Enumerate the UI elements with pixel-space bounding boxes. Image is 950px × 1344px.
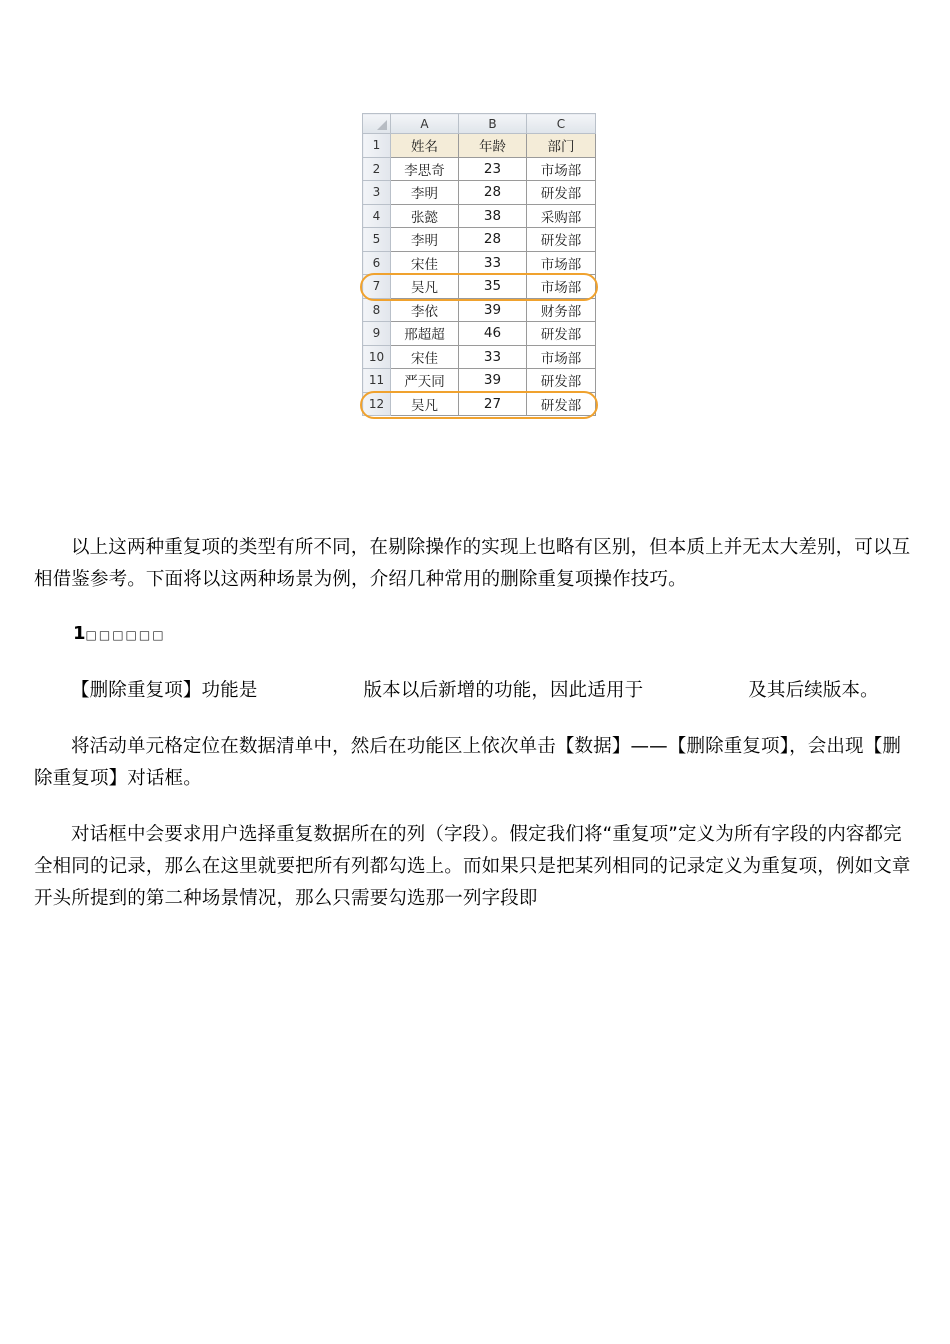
table-row [363,345,596,369]
data-cell[interactable]: 吴凡 [391,392,459,416]
spreadsheet-table [362,113,596,416]
data-cell[interactable]: 李明 [391,181,459,205]
table-row [363,204,596,228]
select-all-corner[interactable] [363,114,391,134]
row-number[interactable]: 3 [363,181,391,205]
data-cell[interactable]: 市场部 [527,157,596,181]
data-cell[interactable]: 采购部 [527,204,596,228]
data-cell[interactable]: 李依 [391,298,459,322]
data-cell[interactable]: 39 [459,298,527,322]
data-cell[interactable]: 宋佳 [391,345,459,369]
table-row [363,275,596,299]
data-cell[interactable]: 邢超超 [391,322,459,346]
spreadsheet-body [363,134,596,416]
table-row [363,298,596,322]
dialog-description-paragraph [34,819,918,915]
feature-version-text-1: 【删除重复项】功能是 [71,680,258,701]
column-header-b[interactable]: B [459,114,527,134]
data-cell[interactable]: 李思奇 [391,157,459,181]
row-number[interactable]: 2 [363,157,391,181]
table-row [363,181,596,205]
data-cell[interactable]: 张懿 [391,204,459,228]
data-cell[interactable]: 严天同 [391,369,459,393]
column-header-c[interactable]: C [527,114,596,134]
data-cell[interactable]: 宋佳 [391,251,459,275]
instructions-paragraph [34,731,918,795]
data-cell[interactable]: 研发部 [527,322,596,346]
table-row [363,134,596,158]
feature-version-text-3: 及其后续版本。 [748,680,879,701]
dialog-description-text: 对话框中会要求用户选择重复数据所在的列（字段）。假定我们将“重复项”定义为所有字段的内容都完全相同的记录，那么在这里就要把所有列都勾选上。而如果只是把某列相同的记录定义为重复项，例如文章开头所提到的第二种场景情况，那么只需要勾选那一列字段即 [34,824,911,909]
data-cell[interactable]: 市场部 [527,345,596,369]
section-heading [73,620,166,649]
data-cell[interactable]: 38 [459,204,527,228]
table-row [363,322,596,346]
table-row [363,157,596,181]
row-number[interactable]: 9 [363,322,391,346]
intro-paragraph [34,532,918,596]
header-cell[interactable]: 部门 [527,134,596,158]
row-number[interactable]: 1 [363,134,391,158]
row-number[interactable]: 10 [363,345,391,369]
spreadsheet-figure [362,113,595,418]
data-cell[interactable]: 吴凡 [391,275,459,299]
row-number[interactable]: 6 [363,251,391,275]
section-number: 1 [73,623,86,644]
intro-paragraph-text: 以上这两种重复项的类型有所不同，在剔除操作的实现上也略有区别，但本质上并无太大差别，可以互相借鉴参考。下面将以这两种场景为例，介绍几种常用的删除重复项操作技巧。 [34,537,911,590]
data-cell[interactable]: 研发部 [527,392,596,416]
data-cell[interactable]: 研发部 [527,181,596,205]
data-cell[interactable]: 研发部 [527,228,596,252]
data-cell[interactable]: 财务部 [527,298,596,322]
data-cell[interactable]: 28 [459,181,527,205]
table-row [363,228,596,252]
data-cell[interactable]: 市场部 [527,275,596,299]
data-cell[interactable]: 23 [459,157,527,181]
column-header-a[interactable]: A [391,114,459,134]
data-cell[interactable]: 研发部 [527,369,596,393]
data-cell[interactable]: 28 [459,228,527,252]
data-cell[interactable]: 39 [459,369,527,393]
data-cell[interactable]: 35 [459,275,527,299]
table-row [363,392,596,416]
data-cell[interactable]: 46 [459,322,527,346]
data-cell[interactable]: 33 [459,251,527,275]
row-number[interactable]: 11 [363,369,391,393]
table-row [363,369,596,393]
data-cell[interactable]: 李明 [391,228,459,252]
column-header-row [363,114,596,134]
header-cell[interactable]: 年龄 [459,134,527,158]
row-number[interactable]: 5 [363,228,391,252]
row-number[interactable]: 8 [363,298,391,322]
feature-version-text-2: 版本以后新增的功能，因此适用于 [363,680,644,701]
section-title-garbled: □□□□□□ [85,628,166,642]
row-number[interactable]: 7 [363,275,391,299]
data-cell[interactable]: 27 [459,392,527,416]
feature-version-paragraph [34,675,918,707]
row-number[interactable]: 12 [363,392,391,416]
table-row [363,251,596,275]
data-cell[interactable]: 市场部 [527,251,596,275]
row-number[interactable]: 4 [363,204,391,228]
instructions-paragraph-text: 将活动单元格定位在数据清单中，然后在功能区上依次单击【数据】——【删除重复项】，会出现【删除重复项】对话框。 [34,736,902,789]
header-cell[interactable]: 姓名 [391,134,459,158]
data-cell[interactable]: 33 [459,345,527,369]
